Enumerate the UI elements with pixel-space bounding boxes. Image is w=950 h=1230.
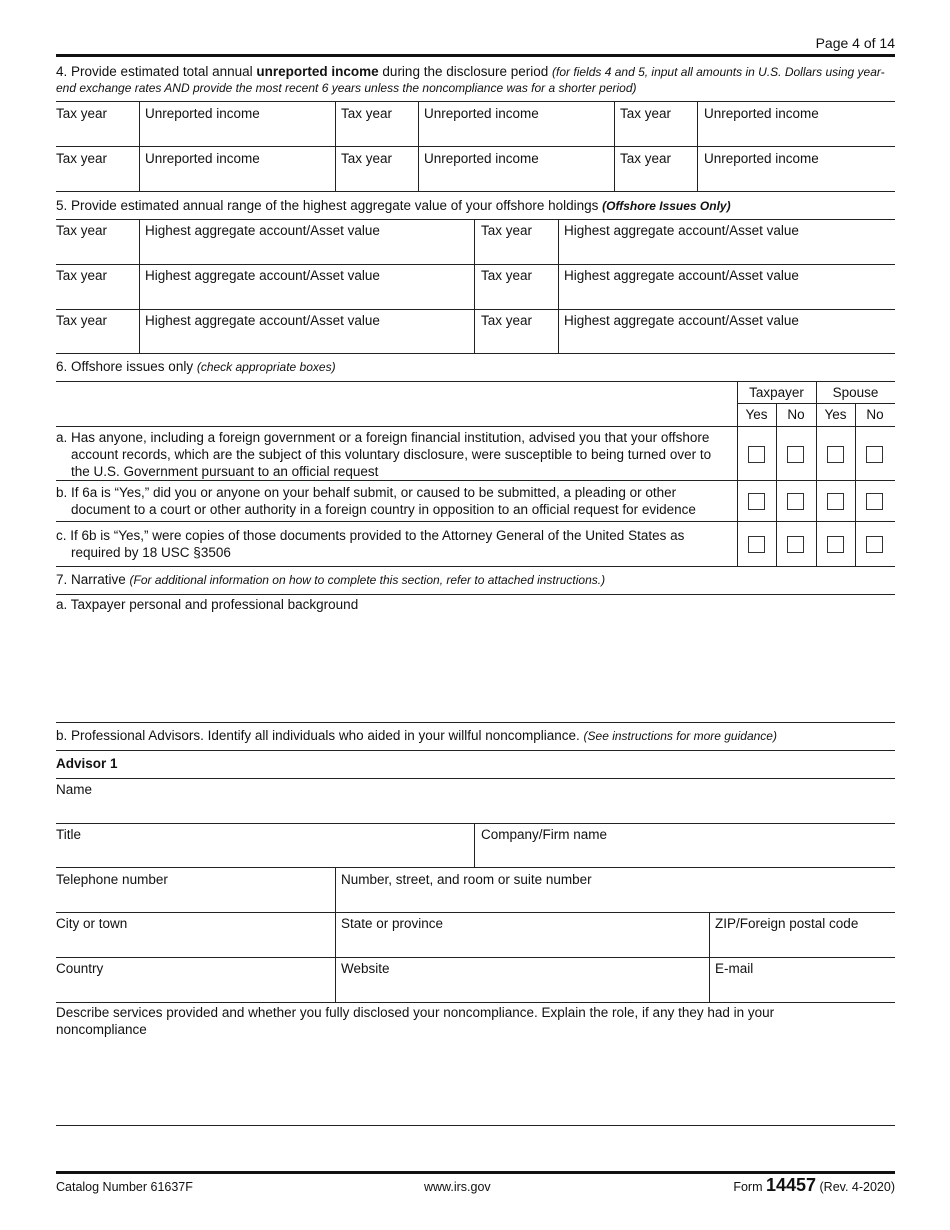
question-6c: c. If 6b is “Yes,” were copies of those documents provided to the Attorney General of the United States as required by 18 USC §3506 bbox=[56, 528, 685, 560]
tax-year-field[interactable]: Tax year bbox=[56, 151, 108, 166]
highest-value-field[interactable]: Highest aggregate account/Asset value bbox=[145, 223, 380, 238]
tax-year-field[interactable]: Tax year bbox=[56, 268, 108, 283]
tax-year-field[interactable]: Tax year bbox=[56, 313, 108, 328]
tax-year-field[interactable]: Tax year bbox=[56, 106, 108, 121]
spouse-header: Spouse bbox=[832, 385, 879, 400]
advisor-state-field[interactable]: State or province bbox=[341, 916, 444, 931]
highest-value-field[interactable]: Highest aggregate account/Asset value bbox=[564, 313, 799, 328]
section5-instruction: 5. Provide estimated annual range of the highest aggregate value of your offshore holdings (Offshore Issues Only) bbox=[56, 198, 731, 213]
tax-year-field[interactable]: Tax year bbox=[620, 106, 672, 121]
6a-spouse-yes-checkbox[interactable] bbox=[827, 446, 844, 463]
6a-taxpayer-no-checkbox[interactable] bbox=[787, 446, 804, 463]
advisor-country-field[interactable]: Country bbox=[56, 961, 104, 976]
6a-taxpayer-yes-checkbox[interactable] bbox=[748, 446, 765, 463]
6b-spouse-yes-checkbox[interactable] bbox=[827, 493, 844, 510]
unreported-income-field[interactable]: Unreported income bbox=[424, 106, 539, 121]
6a-spouse-no-checkbox[interactable] bbox=[866, 446, 883, 463]
6c-spouse-yes-checkbox[interactable] bbox=[827, 536, 844, 553]
highest-value-field[interactable]: Highest aggregate account/Asset value bbox=[564, 268, 799, 283]
section7-instruction: 7. Narrative (For additional information on how to complete this section, refer to attached instructions.) bbox=[56, 572, 606, 587]
unreported-income-field[interactable]: Unreported income bbox=[145, 151, 260, 166]
irs-website: www.irs.gov bbox=[424, 1180, 491, 1194]
highest-value-field[interactable]: Highest aggregate account/Asset value bbox=[145, 268, 380, 283]
tax-year-field[interactable]: Tax year bbox=[341, 106, 393, 121]
form-identifier: Form 14457 (Rev. 4-2020) bbox=[733, 1175, 895, 1195]
highest-value-field[interactable]: Highest aggregate account/Asset value bbox=[145, 313, 380, 328]
footer-rule bbox=[56, 1171, 895, 1174]
question-6a: a. Has anyone, including a foreign government or a foreign financial institution, advised you that your offshore account records, which are the subject of this voluntary disclosure, were susceptible to being turned over to the U.S. Government pursuant to an official request bbox=[56, 430, 712, 479]
tax-year-field[interactable]: Tax year bbox=[481, 223, 533, 238]
advisor-city-field[interactable]: City or town bbox=[56, 916, 128, 931]
taxpayer-header: Taxpayer bbox=[749, 385, 804, 400]
6b-taxpayer-yes-checkbox[interactable] bbox=[748, 493, 765, 510]
section4-instruction: 4. Provide estimated total annual unreported income during the disclosure period (for fields 4 and 5, input all amounts in U.S. Dollars using year-end exchange rates AND provide the most recent 6 years unless the noncompliance was for a shorter period) bbox=[56, 64, 885, 95]
section6-instruction: 6. Offshore issues only (check appropriate boxes) bbox=[56, 359, 336, 374]
6c-taxpayer-no-checkbox[interactable] bbox=[787, 536, 804, 553]
6c-spouse-no-checkbox[interactable] bbox=[866, 536, 883, 553]
unreported-income-field[interactable]: Unreported income bbox=[704, 151, 819, 166]
advisor-company-field[interactable]: Company/Firm name bbox=[481, 827, 608, 842]
yes-header: Yes bbox=[745, 407, 768, 422]
unreported-income-field[interactable]: Unreported income bbox=[424, 151, 539, 166]
tax-year-field[interactable]: Tax year bbox=[620, 151, 672, 166]
highest-value-field[interactable]: Highest aggregate account/Asset value bbox=[564, 223, 799, 238]
taxpayer-background-field[interactable]: a. Taxpayer personal and professional background bbox=[56, 597, 359, 612]
yes-header: Yes bbox=[824, 407, 847, 422]
unreported-income-field[interactable]: Unreported income bbox=[704, 106, 819, 121]
advisor-title-field[interactable]: Title bbox=[56, 827, 82, 842]
header-rule bbox=[56, 54, 895, 57]
advisor-email-field[interactable]: E-mail bbox=[715, 961, 754, 976]
advisor-name-field[interactable]: Name bbox=[56, 782, 93, 797]
professional-advisors-instruction: b. Professional Advisors. Identify all individuals who aided in your willful noncompliance. (See instructions for more guidance) bbox=[56, 728, 777, 743]
catalog-number: Catalog Number 61637F bbox=[56, 1180, 193, 1194]
6c-taxpayer-yes-checkbox[interactable] bbox=[748, 536, 765, 553]
tax-year-field[interactable]: Tax year bbox=[56, 223, 108, 238]
no-header: No bbox=[866, 407, 884, 422]
6b-taxpayer-no-checkbox[interactable] bbox=[787, 493, 804, 510]
services-description-field[interactable]: Describe services provided and whether you fully disclosed your noncompliance. Explain the role, if any they had in your noncompliance bbox=[56, 1005, 775, 1037]
advisor-telephone-field[interactable]: Telephone number bbox=[56, 872, 168, 887]
question-6b: b. If 6a is “Yes,” did you or anyone on your behalf submit, or caused to be submitted, a pleading or other document to a court or other authority in a foreign country in opposition to an official request for evidence bbox=[56, 485, 696, 517]
tax-year-field[interactable]: Tax year bbox=[481, 313, 533, 328]
6b-spouse-no-checkbox[interactable] bbox=[866, 493, 883, 510]
advisor-heading: Advisor 1 bbox=[56, 756, 118, 771]
advisor-zip-field[interactable]: ZIP/Foreign postal code bbox=[715, 916, 859, 931]
tax-year-field[interactable]: Tax year bbox=[481, 268, 533, 283]
no-header: No bbox=[787, 407, 805, 422]
unreported-income-field[interactable]: Unreported income bbox=[145, 106, 260, 121]
advisor-website-field[interactable]: Website bbox=[341, 961, 390, 976]
page-number: Page 4 of 14 bbox=[815, 35, 895, 51]
tax-year-field[interactable]: Tax year bbox=[341, 151, 393, 166]
form-page bbox=[56, 0, 895, 1230]
advisor-street-field[interactable]: Number, street, and room or suite number bbox=[341, 872, 592, 887]
